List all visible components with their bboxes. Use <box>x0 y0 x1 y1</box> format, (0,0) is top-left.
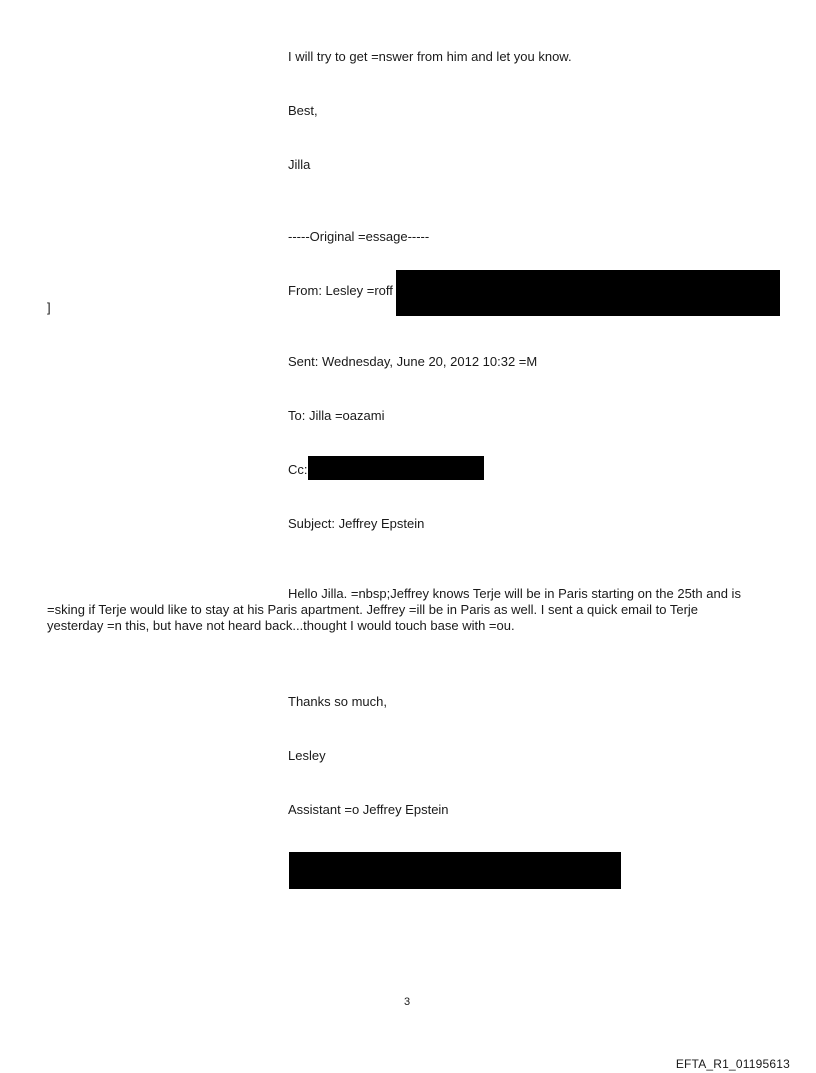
bates-number: EFTA_R1_01195613 <box>675 1057 790 1071</box>
reply-title: Assistant =o Jeffrey Epstein <box>288 802 449 817</box>
body-line-1: Hello Jilla. =nbsp;Jeffrey knows Terje will be in Paris starting on the 25th and is <box>288 586 741 601</box>
intro-line: I will try to get =nswer from him and let you know. <box>288 49 572 64</box>
page-number: 3 <box>404 996 411 1008</box>
body-line-2: =sking if Terje would like to stay at his Paris apartment. Jeffrey =ill be in Paris as well. I sent a quick email to Terje <box>47 602 699 617</box>
subject-line: Subject: Jeffrey Epstein <box>288 516 425 531</box>
from-line: From: Lesley =roff <box>288 283 393 298</box>
to-line: To: Jilla =oazami <box>288 408 385 423</box>
stray-bracket: ] <box>47 300 51 315</box>
reply-signature: Lesley <box>288 748 326 763</box>
cc-line: Cc: <box>288 462 308 477</box>
body-line-3: yesterday =n this, but have not heard back...thought I would touch base with =ou. <box>47 618 515 633</box>
original-message-marker: -----Original =essage----- <box>288 229 430 244</box>
sent-line: Sent: Wednesday, June 20, 2012 10:32 =M <box>288 354 538 369</box>
redaction-cc <box>308 456 484 480</box>
message-body <box>47 586 777 634</box>
redaction-from <box>396 270 780 316</box>
signature: Jilla <box>288 157 311 172</box>
redaction-signature-block <box>289 852 621 889</box>
closing: Best, <box>288 103 318 118</box>
reply-closing: Thanks so much, <box>288 694 387 709</box>
